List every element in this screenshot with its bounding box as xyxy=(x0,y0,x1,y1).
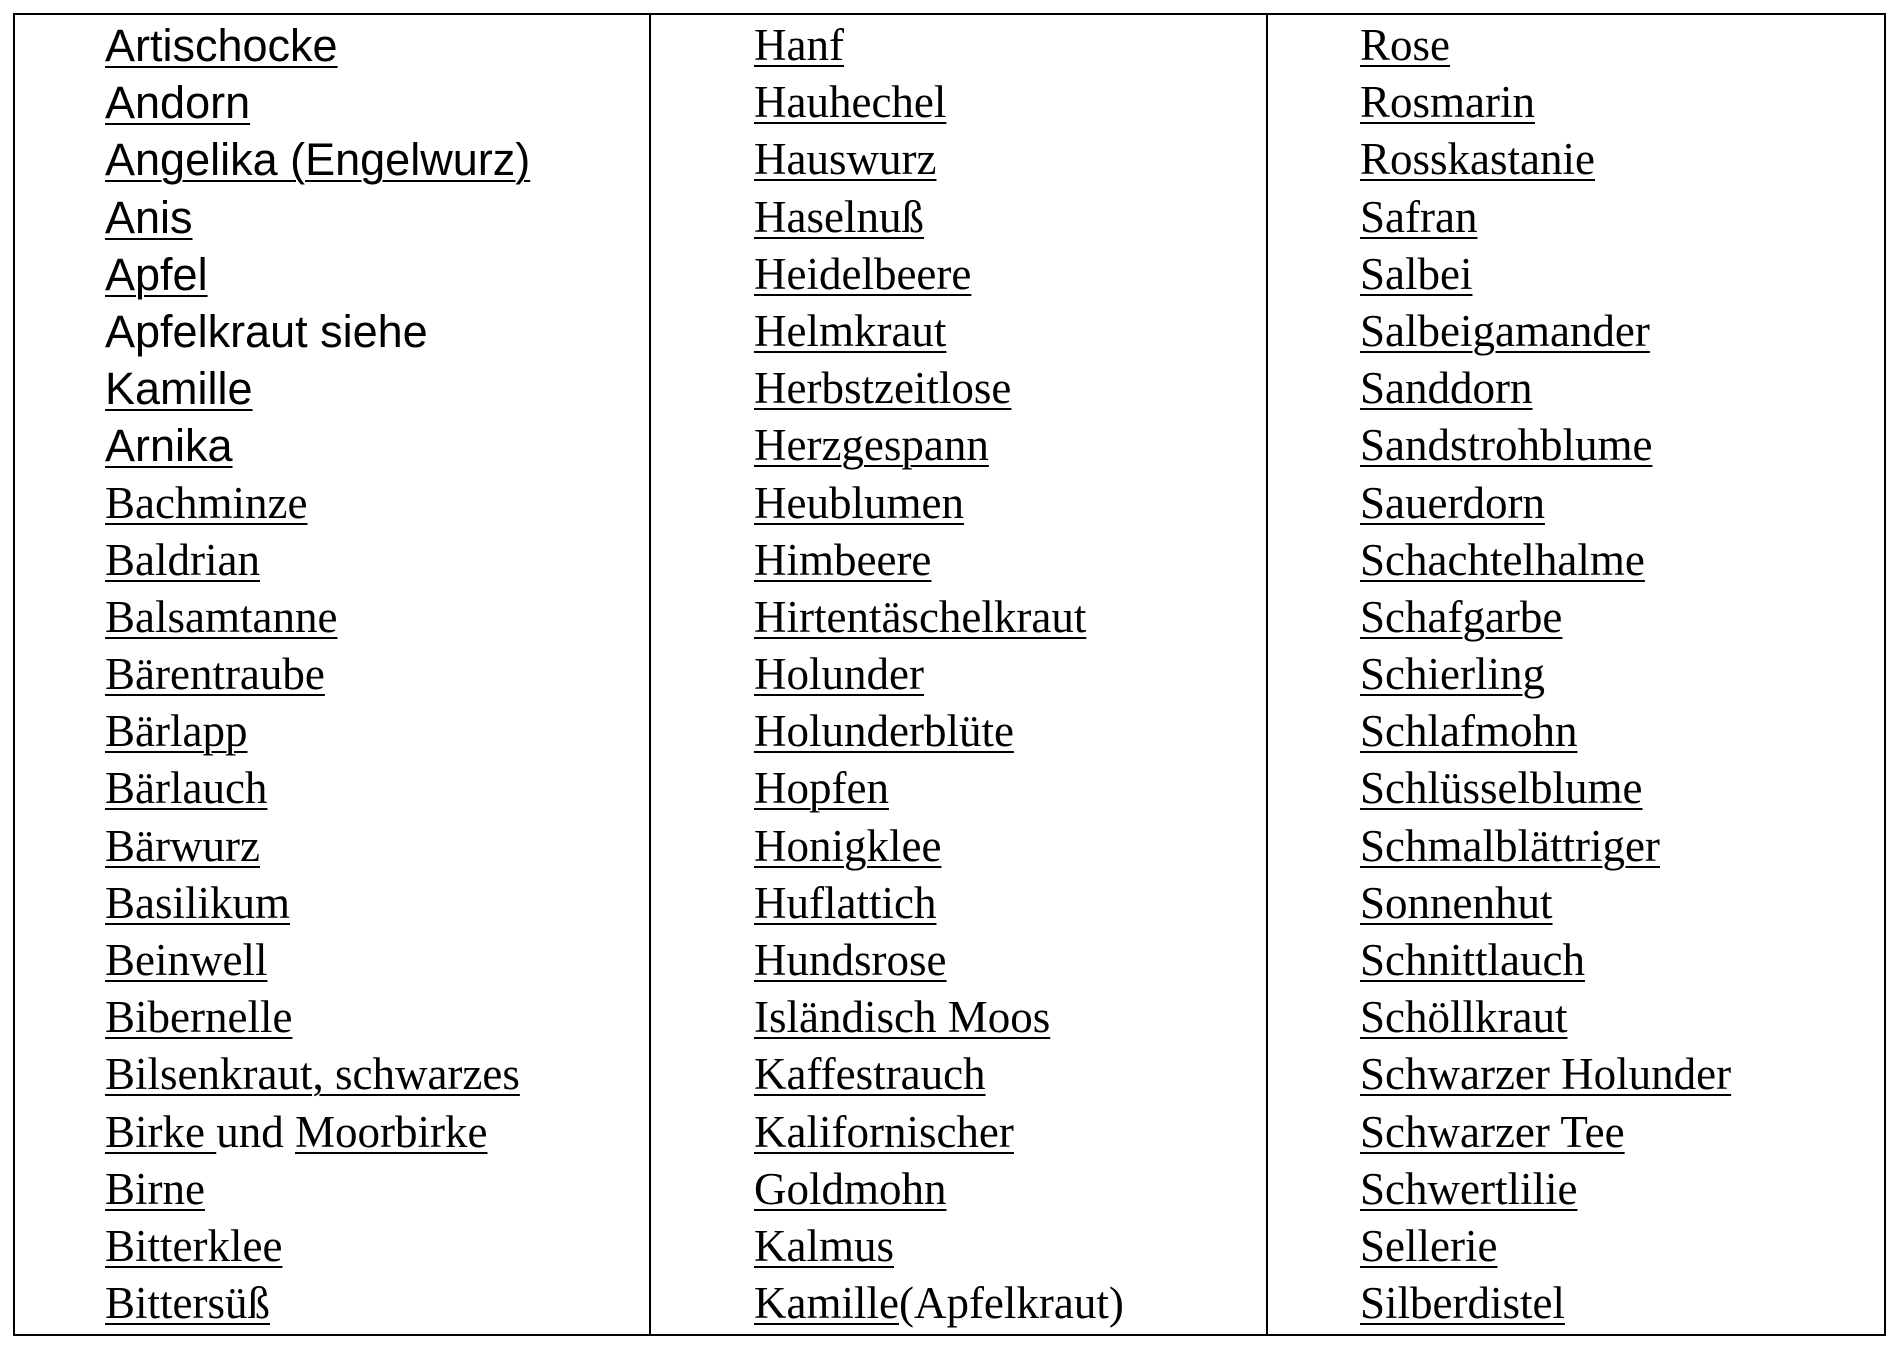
plant-name-link[interactable]: Helmkraut xyxy=(754,305,947,356)
plant-name-link[interactable]: Balsamtanne xyxy=(105,591,338,642)
list-item[interactable] xyxy=(105,189,530,246)
plant-name-link[interactable]: Artischocke xyxy=(105,20,338,71)
list-item[interactable] xyxy=(754,17,1124,74)
list-item[interactable] xyxy=(105,818,530,875)
list-item[interactable] xyxy=(105,1218,530,1275)
list-item[interactable] xyxy=(1360,131,1731,188)
plant-name-link[interactable]: Hirtentäschelkraut xyxy=(754,591,1087,642)
list-item[interactable] xyxy=(1360,360,1731,417)
plant-list-column-3 xyxy=(1360,17,1731,1332)
list-item[interactable] xyxy=(1360,1218,1731,1275)
list-item[interactable] xyxy=(105,17,530,74)
list-item[interactable] xyxy=(754,818,1124,875)
list-item[interactable] xyxy=(105,760,530,817)
plant-name-link[interactable]: Birke xyxy=(105,1106,217,1157)
list-item[interactable] xyxy=(754,417,1124,474)
plant-name-link[interactable]: Schwertlilie xyxy=(1360,1163,1578,1214)
plant-name-link[interactable]: Birne xyxy=(105,1163,205,1214)
list-item[interactable] xyxy=(1360,417,1731,474)
plant-name-link[interactable]: Anis xyxy=(105,191,193,243)
plant-name-link[interactable]: Beinwell xyxy=(105,935,268,985)
plant-name-link[interactable]: Kalifornischer xyxy=(754,1106,1014,1157)
list-item[interactable] xyxy=(1360,875,1731,932)
list-item[interactable] xyxy=(1360,1275,1731,1332)
plant-name-link[interactable]: Sandstrohblume xyxy=(1360,420,1653,471)
table-column-1 xyxy=(15,15,649,1334)
list-item[interactable] xyxy=(105,589,530,646)
plant-name-link[interactable]: Safran xyxy=(1360,191,1478,242)
list-item[interactable] xyxy=(105,989,530,1046)
list-item[interactable] xyxy=(105,703,530,760)
plant-name-link[interactable]: Schwarzer Tee xyxy=(1360,1106,1625,1157)
plant-name-link[interactable]: Salbei xyxy=(1360,248,1473,299)
plant-name-link[interactable]: Sellerie xyxy=(1360,1220,1498,1271)
list-item[interactable] xyxy=(105,417,530,474)
plant-name-link[interactable]: Huflattich xyxy=(754,877,937,928)
plant-name-link[interactable]: Schafgarbe xyxy=(1360,591,1563,642)
table-column-3 xyxy=(1266,15,1884,1334)
list-item[interactable] xyxy=(754,246,1124,303)
plant-name-link[interactable]: Kamille xyxy=(105,363,253,415)
list-item[interactable] xyxy=(754,646,1124,703)
plant-name-link[interactable]: Holunder xyxy=(754,649,924,700)
plant-name-link[interactable]: Kalmus xyxy=(754,1220,894,1271)
list-item[interactable] xyxy=(754,760,1124,817)
plant-name-link[interactable]: Baldrian xyxy=(105,534,260,585)
list-item[interactable] xyxy=(105,246,530,303)
plant-name-link[interactable]: Schlüsselblume xyxy=(1360,763,1643,814)
plant-name-link[interactable]: Schierling xyxy=(1360,649,1545,700)
list-item[interactable] xyxy=(754,875,1124,932)
plant-name-link[interactable]: Haselnuß xyxy=(754,191,924,242)
list-item[interactable] xyxy=(1360,818,1731,875)
list-item[interactable] xyxy=(105,475,530,532)
plant-name-link[interactable]: Sonnenhut xyxy=(1360,877,1553,928)
plant-name-link[interactable]: Bärlapp xyxy=(105,706,248,757)
plant-name-link[interactable]: Schlafmohn xyxy=(1360,706,1578,757)
plant-name-link[interactable]: Bärlauch xyxy=(105,763,268,814)
list-item[interactable] xyxy=(754,989,1124,1046)
plant-name-link[interactable]: Schmalblättriger xyxy=(1360,820,1660,871)
plant-name-link[interactable]: Sauerdorn xyxy=(1360,477,1545,528)
plant-name-link[interactable]: Bärentraube xyxy=(105,649,325,700)
plant-name-link[interactable]: Arnika xyxy=(105,420,233,472)
list-item[interactable] xyxy=(105,932,530,989)
list-item[interactable] xyxy=(1360,1046,1731,1103)
plant-list-column-1 xyxy=(105,17,530,1332)
list-item[interactable] xyxy=(105,360,530,417)
plant-name-link[interactable]: Herzgespann xyxy=(754,420,989,471)
plant-list-table xyxy=(13,13,1886,1336)
plant-name-link[interactable]: Kamille xyxy=(754,1278,899,1329)
plant-name-link[interactable]: Hauswurz xyxy=(754,134,937,185)
list-item[interactable] xyxy=(1360,646,1731,703)
list-item[interactable] xyxy=(754,1104,1124,1161)
list-item[interactable] xyxy=(1360,1104,1731,1161)
list-item[interactable] xyxy=(754,131,1124,188)
plant-name-link[interactable]: Basilikum xyxy=(105,877,291,928)
plant-name-link[interactable]: Andorn xyxy=(105,77,251,129)
list-item[interactable] xyxy=(1360,189,1731,246)
plant-name-link[interactable]: Bärwurz xyxy=(105,820,260,871)
plant-name-link[interactable]: Moorbirke xyxy=(294,1106,488,1157)
list-item[interactable] xyxy=(1360,589,1731,646)
list-item[interactable] xyxy=(754,589,1124,646)
list-item[interactable] xyxy=(754,475,1124,532)
plant-name-link[interactable]: Angelika (Engelwurz) xyxy=(105,134,531,186)
plant-name-link[interactable]: Bitterklee xyxy=(105,1220,283,1271)
plant-name-link[interactable]: Apfel xyxy=(105,248,208,300)
plant-name-link[interactable]: Sanddorn xyxy=(1360,363,1533,414)
list-item[interactable] xyxy=(105,1046,530,1103)
plant-name-link[interactable]: Goldmohn xyxy=(754,1163,947,1214)
list-item[interactable] xyxy=(1360,989,1731,1046)
list-item[interactable] xyxy=(754,74,1124,131)
plant-name-link[interactable]: Honigklee xyxy=(754,820,942,871)
list-item[interactable] xyxy=(1360,760,1731,817)
plant-name-link[interactable]: Bilsenkraut, schwarzes xyxy=(105,1049,520,1100)
list-item[interactable] xyxy=(754,303,1124,360)
list-item[interactable] xyxy=(1360,74,1731,131)
list-item[interactable] xyxy=(754,360,1124,417)
plant-name-link[interactable]: Schnittlauch xyxy=(1360,935,1585,985)
plant-name-link[interactable]: Heidelbeere xyxy=(754,248,972,299)
list-item[interactable] xyxy=(105,1161,530,1218)
plant-name-link[interactable]: Hopfen xyxy=(754,763,889,814)
plant-name-link[interactable]: Schachtelhalme xyxy=(1360,534,1645,585)
plant-name-link[interactable]: Isländisch Moos xyxy=(754,992,1051,1043)
plant-name-link[interactable]: Salbeigamander xyxy=(1360,305,1650,356)
list-item[interactable] xyxy=(754,703,1124,760)
list-item[interactable] xyxy=(754,932,1124,989)
list-item xyxy=(754,1275,1124,1332)
connector-text: (Apfelkraut) xyxy=(898,1278,1124,1329)
list-item[interactable] xyxy=(105,74,530,131)
plant-name-link[interactable]: Bachminze xyxy=(105,477,308,528)
list-item[interactable] xyxy=(754,189,1124,246)
list-item[interactable] xyxy=(1360,246,1731,303)
list-item[interactable] xyxy=(754,1161,1124,1218)
list-item[interactable] xyxy=(754,1046,1124,1103)
connector-text: und xyxy=(216,1106,295,1157)
list-item[interactable] xyxy=(1360,932,1731,989)
plant-name-link[interactable]: Hundsrose xyxy=(754,935,947,985)
plant-name-link[interactable]: Rose xyxy=(1360,20,1450,70)
plant-list-column-2 xyxy=(754,17,1124,1332)
plant-name-link[interactable]: Hauhechel xyxy=(754,77,947,128)
list-item xyxy=(105,1104,530,1161)
list-item[interactable] xyxy=(105,1275,530,1332)
list-item[interactable] xyxy=(1360,532,1731,589)
plant-name-link[interactable]: Himbeere xyxy=(754,534,932,585)
plant-name-text: Apfelkraut siehe xyxy=(105,305,428,357)
list-item[interactable] xyxy=(1360,17,1731,74)
plant-name-link[interactable]: Rosskastanie xyxy=(1360,134,1595,185)
list-item[interactable] xyxy=(1360,1161,1731,1218)
list-item xyxy=(105,303,530,360)
list-item[interactable] xyxy=(105,131,530,188)
plant-name-link[interactable]: Kaffestrauch xyxy=(754,1049,986,1100)
list-item[interactable] xyxy=(105,875,530,932)
list-item[interactable] xyxy=(754,532,1124,589)
plant-name-link[interactable]: Hanf xyxy=(754,20,844,70)
list-item[interactable] xyxy=(1360,475,1731,532)
list-item[interactable] xyxy=(754,1218,1124,1275)
list-item[interactable] xyxy=(1360,703,1731,760)
plant-name-link[interactable]: Holunderblüte xyxy=(754,706,1014,757)
list-item[interactable] xyxy=(105,646,530,703)
plant-name-link[interactable]: Schöllkraut xyxy=(1360,992,1568,1043)
plant-name-link[interactable]: Silberdistel xyxy=(1360,1278,1565,1329)
plant-name-link[interactable]: Heublumen xyxy=(754,477,964,528)
plant-name-link[interactable]: Schwarzer Holunder xyxy=(1360,1049,1732,1100)
table-column-2 xyxy=(649,15,1266,1334)
list-item[interactable] xyxy=(1360,303,1731,360)
plant-name-link[interactable]: Bibernelle xyxy=(105,992,293,1043)
plant-name-link[interactable]: Bittersüß xyxy=(105,1278,270,1329)
list-item[interactable] xyxy=(105,532,530,589)
plant-name-link[interactable]: Herbstzeitlose xyxy=(754,363,1012,414)
plant-name-link[interactable]: Rosmarin xyxy=(1360,77,1535,128)
